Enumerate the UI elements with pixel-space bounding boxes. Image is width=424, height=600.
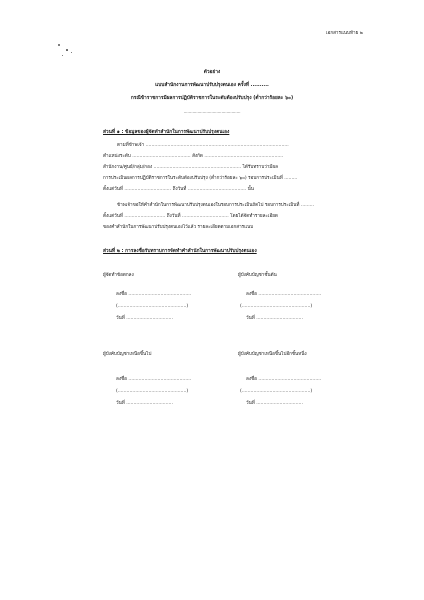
part1-heading: ส่วนที่ ๑ : ข้อมูลของผู้จัดทำสำนักในการพัฒนาปรับปรุงตนเอง: [103, 130, 230, 135]
sign-date-line: วันที่ ................................: [246, 401, 303, 406]
part1-line-office: สำนักงาน/ศูนย์/กลุ่ม/กอง ............................................................ ได้รับทราบว่ามีผล: [103, 165, 278, 170]
scan-speck: [62, 55, 63, 56]
signer-role-top-supervisor: ผู้บังคับบัญชาเหนือขึ้นไปอีกชั้นหนึ่ง: [238, 352, 307, 357]
part1-para2-line3: ของคำสำนักในการพัฒนาปรับปรุงตนเองไว้แล้ว รายละเอียดตามเอกสารแนบ: [103, 225, 254, 230]
signer-role-agreement-maker: ผู้จัดทำข้อตกลง: [103, 273, 134, 278]
part1-line-result: การประเมินผลการปฏิบัติราชการในระดับต้องปรับปรุง (ต่ำกว่าร้อยละ ๖๐) รอบการประเมินที่ .........: [103, 176, 298, 181]
signature-line: ลงชื่อ ...........................................: [116, 292, 192, 297]
signer-name-line: (...............................................): [240, 304, 313, 309]
part1-line-position: ตำแหน่งระดับ ........................................ สังกัด ......................................................: [103, 154, 284, 159]
signature-line: ลงชื่อ ...........................................: [116, 377, 192, 382]
signer-name-line: (...............................................): [116, 389, 189, 394]
signer-role-first-supervisor: ผู้บังคับบัญชาชั้นต้น: [238, 273, 277, 278]
header-rule: .............................................: [183, 110, 241, 115]
part1-line-period: ตั้งแต่วันที่ ................................ ถึงวันที่ ........................................ นั้น: [103, 187, 254, 192]
form-subtitle: กรณีข้าราชการมีผลการปฏิบัติราชการในระดับต้องปรับปรุง (ต่ำกว่าร้อยละ ๖๐): [130, 96, 294, 101]
doc-reference: เอกสารแนบท้าย ๒: [326, 31, 363, 36]
scan-speck: [66, 49, 68, 51]
form-title: แบบสำนักงานการพัฒนาปรับปรุงตนเอง ครั้งที่ ..........: [155, 83, 269, 88]
sign-date-line: วันที่ ................................: [116, 401, 173, 406]
signature-line: ลงชื่อ ...........................................: [246, 292, 322, 297]
part2-heading: ส่วนที่ ๒ : การลงชื่อรับทราบการจัดทำคำสำนักในการพัฒนาปรับปรุงตนเอง: [103, 249, 257, 254]
part1-para2-line1: ข้าพเจ้าขอให้คำสำนักในการพัฒนาปรับปรุงตนเองในรอบการประเมินถัดไป รอบการประเมินที่ .........: [117, 203, 315, 208]
signer-role-higher-supervisor: ผู้บังคับบัญชาเหนือขึ้นไป: [103, 352, 152, 357]
sign-date-line: วันที่ ................................: [246, 316, 303, 321]
signer-name-line: (...............................................): [116, 304, 189, 309]
signature-line: ลงชื่อ ...........................................: [246, 377, 322, 382]
part1-line-name: ตามที่ข้าพเจ้า ..................................................................................................: [117, 143, 289, 148]
signer-name-line: (...............................................): [240, 389, 313, 394]
sign-date-line: วันที่ ................................: [116, 316, 173, 321]
scan-speck: [71, 52, 72, 53]
part1-para2-line2: ตั้งแต่วันที่ ............................ ถึงวันที่ ................................ โดยได้จัดทำรายละเอียด: [103, 214, 278, 219]
scan-speck: [58, 44, 60, 46]
sample-label: ตัวอย่าง: [203, 70, 221, 75]
